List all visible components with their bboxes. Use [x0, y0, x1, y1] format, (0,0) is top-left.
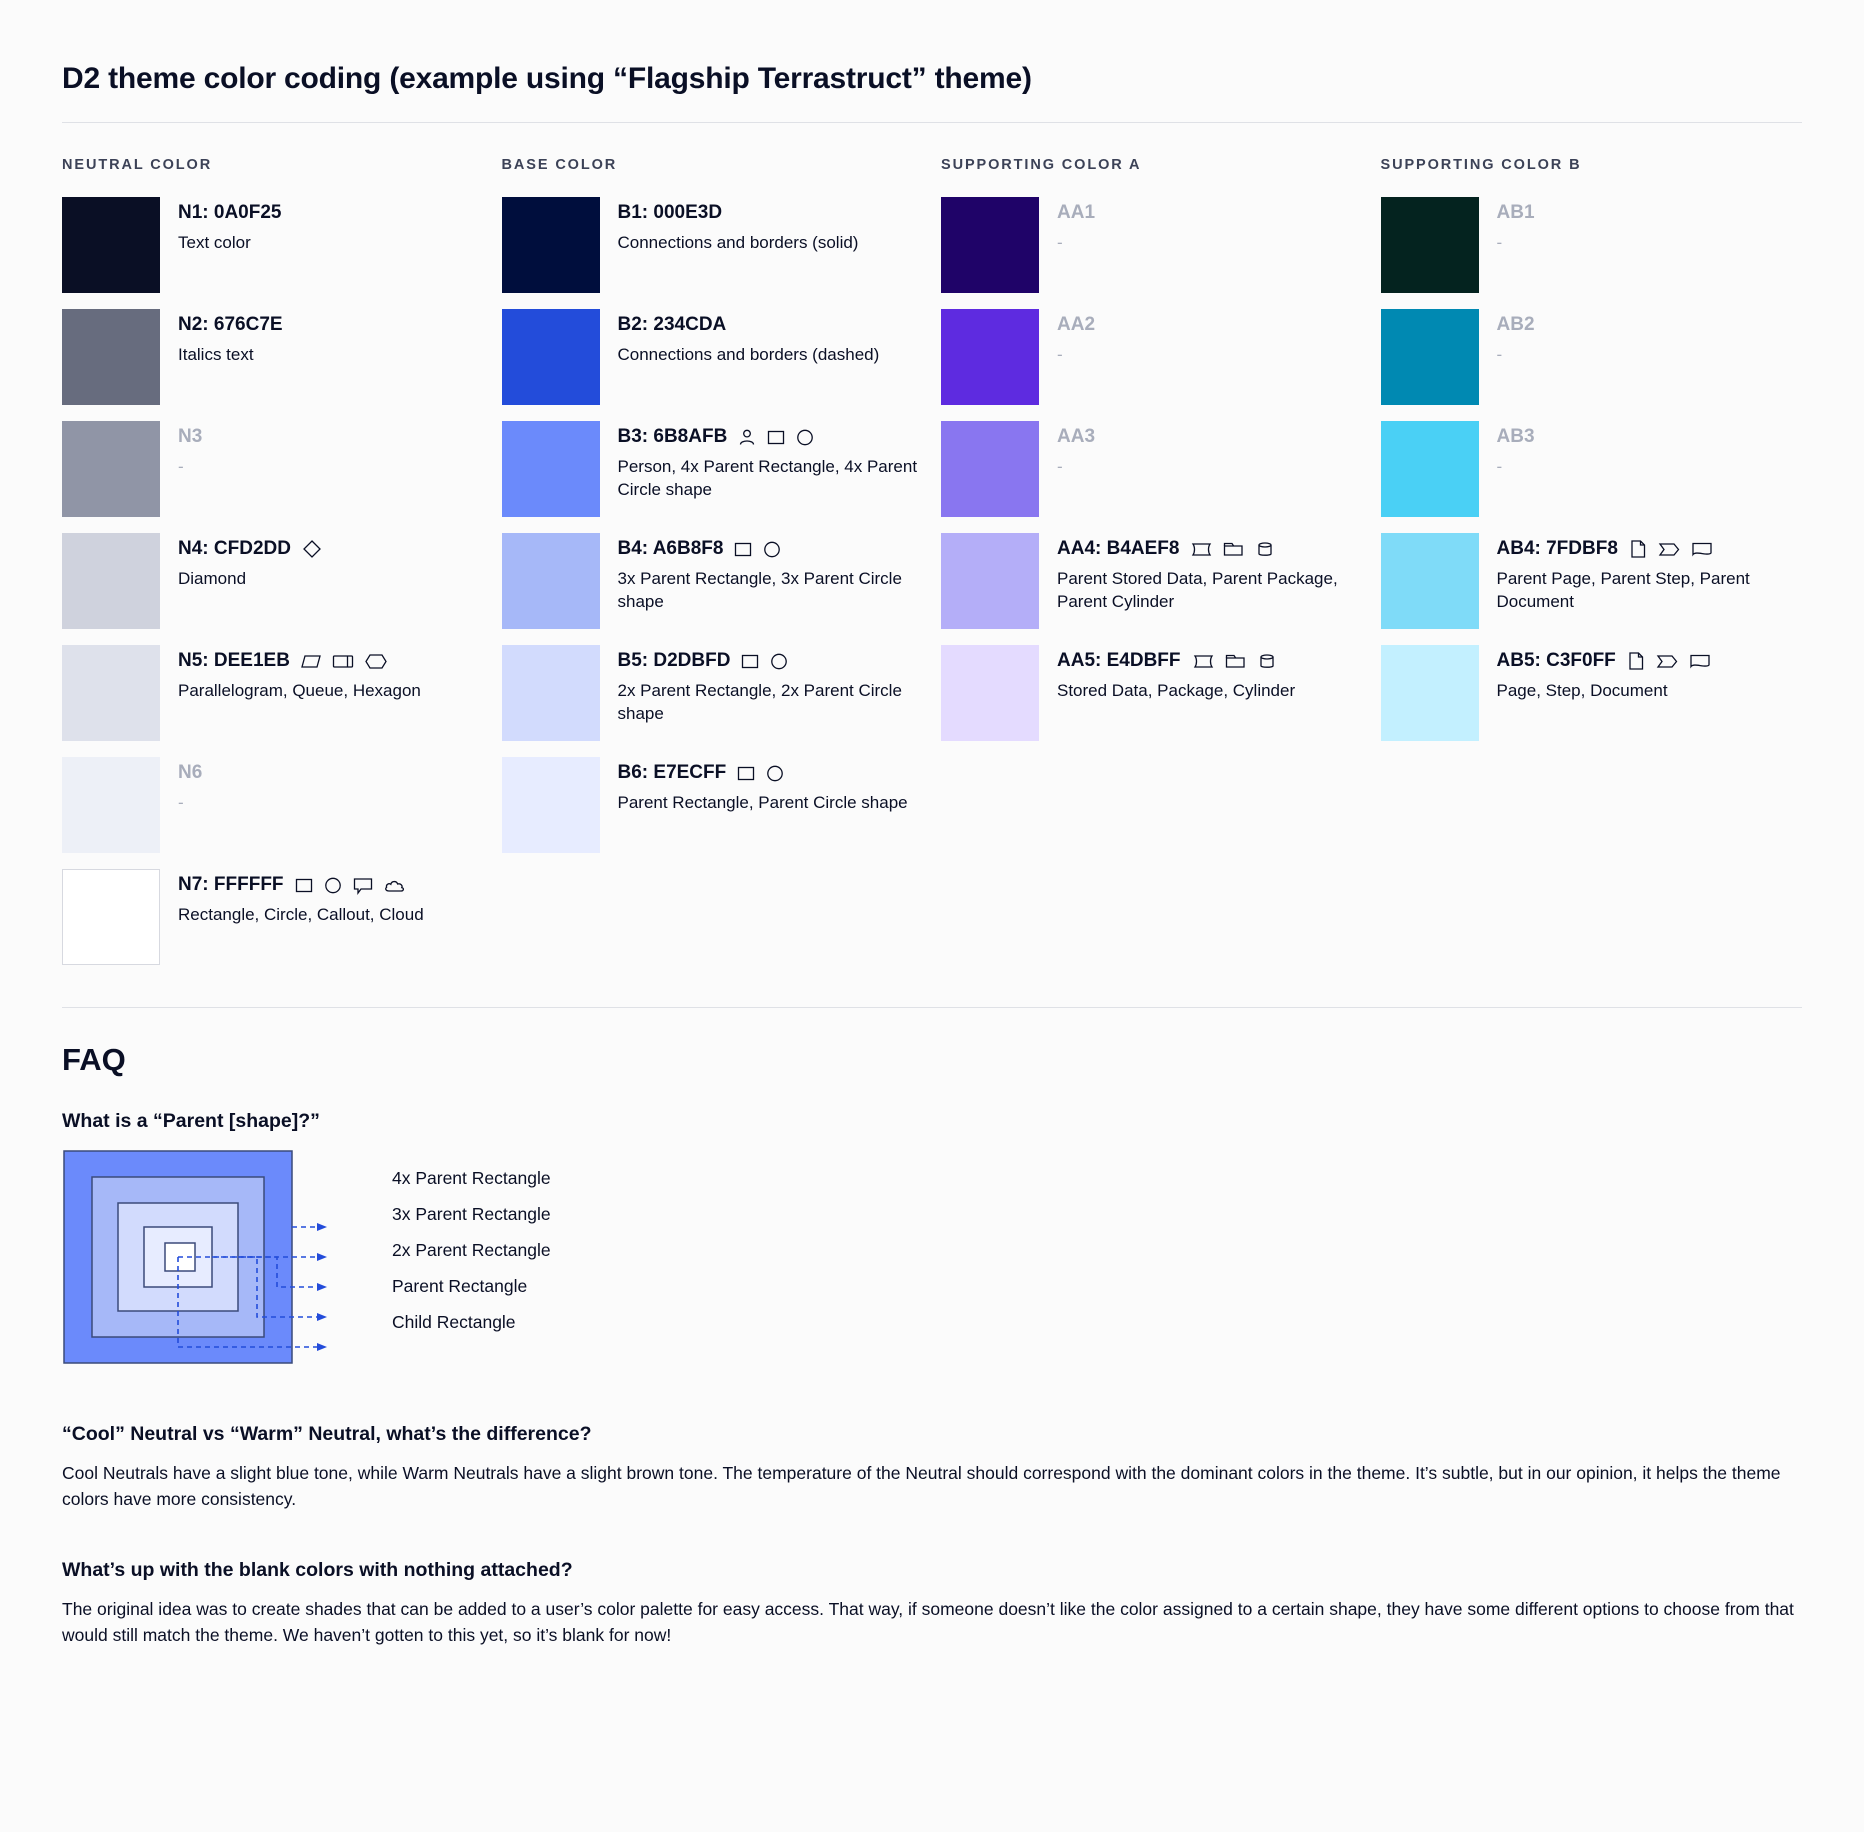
swatch-text — [178, 309, 283, 366]
swatch-code: B2: 234CDA — [617, 314, 727, 335]
shape-glyph-group — [733, 539, 782, 559]
document-icon — [1688, 651, 1712, 671]
swatch-code: B6: E7ECFF — [617, 762, 727, 783]
shape-glyph-group — [1191, 651, 1277, 671]
swatch-description: Parent Stored Data, Parent Package, Parent Cylinder — [1057, 569, 1338, 612]
swatch-label — [618, 762, 908, 784]
color-swatch-row — [62, 421, 484, 517]
faq-heading: FAQ — [62, 1042, 126, 1077]
swatch-code: AB4: 7FDBF8 — [1496, 538, 1618, 559]
color-swatch-row — [1381, 197, 1803, 293]
shape-glyph-group — [1189, 539, 1275, 559]
nested-rectangle-label: Child Rectangle — [392, 1312, 516, 1333]
swatch-label — [618, 426, 918, 448]
swatch-text — [1057, 197, 1095, 254]
swatch-label — [178, 762, 202, 784]
swatch-text — [1497, 421, 1535, 478]
swatch-description: Diamond — [178, 569, 247, 588]
color-swatch[interactable] — [502, 309, 600, 405]
color-swatch[interactable] — [1381, 309, 1479, 405]
swatch-text — [1497, 197, 1535, 254]
swatch-text — [1497, 533, 1797, 614]
swatch-description: - — [1496, 233, 1503, 252]
color-swatch-row — [502, 645, 924, 741]
color-swatch[interactable] — [62, 197, 160, 293]
swatch-label — [1497, 314, 1535, 336]
swatch-description: Connections and borders (dashed) — [617, 345, 880, 364]
nested-rectangle-label: 3x Parent Rectangle — [392, 1204, 551, 1225]
cylinder-icon — [1257, 651, 1277, 671]
swatch-description: Parent Page, Parent Step, Parent Document — [1496, 569, 1750, 612]
shape-glyph-group — [301, 538, 323, 560]
page-icon — [1626, 650, 1646, 672]
parent-shape-diagram — [62, 1147, 1802, 1377]
faq-question-1: What is a “Parent [shape]?” — [62, 1110, 320, 1132]
color-swatch[interactable] — [502, 533, 600, 629]
swatch-label — [178, 538, 323, 560]
swatch-description: Page, Step, Document — [1496, 681, 1668, 700]
swatch-text — [178, 197, 282, 254]
shape-glyph-group — [740, 651, 789, 671]
color-swatch[interactable] — [941, 645, 1039, 741]
swatch-text — [618, 197, 859, 254]
circle-icon — [795, 427, 815, 447]
swatch-label — [178, 314, 283, 336]
palette-column-heading: NEUTRAL COLOR — [62, 157, 213, 173]
swatch-code: AA1 — [1057, 202, 1096, 223]
swatch-description: - — [1057, 457, 1063, 476]
step-icon — [1657, 539, 1681, 559]
faq-answer-2: Cool Neutrals have a slight blue tone, while Warm Neutrals have a slight brown tone. The temperature of the Neutral should correspond with the dominant colors in the theme. It’s subtle, but in our opinion, it helps the theme colors have more consistency. — [62, 1463, 1781, 1510]
color-swatch-row — [1381, 645, 1803, 741]
color-swatch-row — [502, 421, 924, 517]
faq-question-2: “Cool” Neutral vs “Warm” Neutral, what’s the difference? — [62, 1423, 592, 1445]
color-swatch-row — [502, 533, 924, 629]
nested-rectangle-label: 4x Parent Rectangle — [392, 1168, 551, 1189]
palette-column — [502, 157, 924, 981]
swatch-label — [1497, 202, 1535, 224]
swatch-description: - — [1496, 345, 1503, 364]
swatch-label — [178, 874, 424, 896]
package-icon — [1222, 539, 1246, 559]
circle-icon — [769, 651, 789, 671]
nested-rectangle-labels — [392, 1161, 551, 1341]
swatch-description: 2x Parent Rectangle, 2x Parent Circle shape — [617, 681, 902, 724]
swatch-label — [1497, 650, 1712, 672]
color-swatch[interactable] — [62, 869, 160, 965]
swatch-label — [1057, 650, 1295, 672]
swatch-description: Parent Rectangle, Parent Circle shape — [617, 793, 908, 812]
person-icon — [737, 427, 757, 447]
shape-glyph-group — [737, 427, 815, 447]
swatch-code: B5: D2DBFD — [617, 650, 731, 671]
swatch-description: 3x Parent Rectangle, 3x Parent Circle shape — [617, 569, 902, 612]
diamond-icon — [301, 538, 323, 560]
cylinder-icon — [1255, 539, 1275, 559]
color-swatch[interactable] — [1381, 421, 1479, 517]
color-swatch[interactable] — [62, 533, 160, 629]
swatch-code: B4: A6B8F8 — [617, 538, 724, 559]
swatch-label — [178, 202, 282, 224]
swatch-code: N7: FFFFFF — [178, 874, 284, 895]
swatch-description: Stored Data, Package, Cylinder — [1057, 681, 1296, 700]
swatch-label — [1497, 426, 1535, 448]
color-swatch[interactable] — [502, 645, 600, 741]
color-swatch[interactable] — [62, 309, 160, 405]
page-title: D2 theme color coding (example using “Flagship Terrastruct” theme) — [62, 62, 1032, 95]
rectangle-icon — [294, 875, 314, 895]
rectangle-icon — [740, 651, 760, 671]
nested-rectangle-label: Parent Rectangle — [392, 1276, 528, 1297]
swatch-text — [618, 757, 908, 814]
color-swatch-row — [941, 197, 1363, 293]
color-palette-grid — [62, 123, 1802, 981]
swatch-code: AB2 — [1496, 314, 1535, 335]
color-swatch-row — [502, 197, 924, 293]
color-swatch-row — [941, 421, 1363, 517]
color-swatch-row — [502, 309, 924, 405]
color-swatch[interactable] — [941, 309, 1039, 405]
faq-answer-3: The original idea was to create shades that can be added to a user’s color palette for easy access. That way, if someone doesn’t like the color assigned to a certain shape, they have some different options to choose from that would still match the theme. We haven’t gotten to this yet, so it’s blank for now! — [62, 1598, 1794, 1645]
swatch-code: N1: 0A0F25 — [178, 202, 282, 223]
step-icon — [1655, 651, 1679, 671]
color-swatch-row — [62, 533, 484, 629]
color-swatch-row — [1381, 309, 1803, 405]
swatch-code: AB1 — [1496, 202, 1535, 223]
palette-column — [941, 157, 1363, 981]
swatch-text — [618, 309, 880, 366]
shape-glyph-group — [1628, 538, 1714, 560]
swatch-code: N3 — [178, 426, 203, 447]
palette-column — [1381, 157, 1803, 981]
stored-data-icon — [1189, 539, 1213, 559]
color-swatch-row — [502, 757, 924, 853]
color-swatch[interactable] — [1381, 645, 1479, 741]
swatch-text — [1497, 309, 1535, 366]
color-swatch-row — [1381, 533, 1803, 629]
page-icon — [1628, 538, 1648, 560]
circle-icon — [323, 875, 343, 895]
swatch-code: AA4: B4AEF8 — [1057, 538, 1180, 559]
swatch-text — [1057, 309, 1095, 366]
package-icon — [1224, 651, 1248, 671]
hexagon-icon — [364, 651, 388, 671]
swatch-label — [1057, 538, 1357, 560]
rectangle-icon — [766, 427, 786, 447]
circle-icon — [765, 763, 785, 783]
color-swatch-row — [62, 757, 484, 853]
color-swatch-row — [941, 533, 1363, 629]
swatch-code: AA3 — [1057, 426, 1096, 447]
shape-glyph-group — [1626, 650, 1712, 672]
nested-rectangle-label: 2x Parent Rectangle — [392, 1240, 551, 1261]
queue-icon — [331, 651, 355, 671]
color-swatch-row — [941, 645, 1363, 741]
swatch-text — [1497, 645, 1712, 702]
color-swatch[interactable] — [502, 757, 600, 853]
color-swatch[interactable] — [941, 421, 1039, 517]
swatch-text — [1057, 533, 1357, 614]
swatch-label — [618, 314, 880, 336]
swatch-code: N6 — [178, 762, 203, 783]
color-swatch[interactable] — [941, 533, 1039, 629]
cloud-icon — [383, 875, 407, 895]
color-swatch-row — [62, 869, 484, 965]
swatch-text — [178, 645, 421, 702]
swatch-description: Parallelogram, Queue, Hexagon — [178, 681, 421, 700]
swatch-label — [618, 538, 918, 560]
document-icon — [1690, 539, 1714, 559]
swatch-description: Italics text — [178, 345, 254, 364]
swatch-description: - — [178, 793, 184, 812]
swatch-description: - — [1496, 457, 1503, 476]
color-swatch[interactable] — [502, 197, 600, 293]
palette-column-heading: SUPPORTING COLOR A — [941, 157, 1142, 173]
swatch-code: AB3 — [1496, 426, 1535, 447]
shape-glyph-group — [736, 763, 785, 783]
color-swatch[interactable] — [62, 757, 160, 853]
color-swatch-row — [62, 197, 484, 293]
swatch-label — [1057, 314, 1095, 336]
color-swatch-row — [62, 645, 484, 741]
color-swatch[interactable] — [62, 421, 160, 517]
swatch-code: B1: 000E3D — [617, 202, 723, 223]
swatch-description: Person, 4x Parent Rectangle, 4x Parent Circle shape — [617, 457, 918, 500]
swatch-text — [178, 421, 202, 478]
rectangle-icon — [733, 539, 753, 559]
shape-glyph-group — [300, 651, 388, 671]
swatch-label — [1057, 202, 1095, 224]
swatch-code: AA2 — [1057, 314, 1096, 335]
swatch-description: Text color — [178, 233, 251, 252]
swatch-code: B3: 6B8AFB — [617, 426, 728, 447]
swatch-code: AB5: C3F0FF — [1496, 650, 1616, 671]
swatch-code: N2: 676C7E — [178, 314, 283, 335]
callout-icon — [352, 875, 374, 895]
swatch-label — [618, 650, 918, 672]
faq-divider — [62, 1007, 1802, 1008]
color-swatch[interactable] — [1381, 533, 1479, 629]
swatch-label — [1057, 426, 1095, 448]
color-swatch-row — [62, 309, 484, 405]
shape-glyph-group — [294, 875, 407, 895]
color-swatch[interactable] — [941, 197, 1039, 293]
swatch-label — [1497, 538, 1797, 560]
swatch-text — [1057, 645, 1295, 702]
color-swatch[interactable] — [62, 645, 160, 741]
swatch-text — [618, 645, 918, 726]
color-swatch[interactable] — [502, 421, 600, 517]
swatch-description: - — [1057, 233, 1063, 252]
swatch-text — [1057, 421, 1095, 478]
stored-data-icon — [1191, 651, 1215, 671]
swatch-description: - — [178, 457, 184, 476]
swatch-description: - — [1057, 345, 1063, 364]
faq-section — [62, 1042, 1802, 1648]
palette-column-heading: SUPPORTING COLOR B — [1380, 157, 1582, 173]
swatch-text — [178, 533, 323, 590]
color-swatch-row — [941, 309, 1363, 405]
swatch-text — [178, 869, 424, 926]
parallelogram-icon — [300, 651, 322, 671]
swatch-text — [618, 421, 918, 502]
swatch-code: N5: DEE1EB — [178, 650, 290, 671]
swatch-label — [618, 202, 859, 224]
rectangle-icon — [736, 763, 756, 783]
color-swatch-row — [1381, 421, 1803, 517]
palette-column — [62, 157, 484, 981]
swatch-description: Rectangle, Circle, Callout, Cloud — [178, 905, 424, 924]
color-swatch[interactable] — [1381, 197, 1479, 293]
swatch-code: AA5: E4DBFF — [1057, 650, 1181, 671]
swatch-description: Connections and borders (solid) — [617, 233, 859, 252]
circle-icon — [762, 539, 782, 559]
faq-question-3: What’s up with the blank colors with nothing attached? — [62, 1558, 573, 1581]
swatch-label — [178, 426, 202, 448]
swatch-label — [178, 650, 421, 672]
swatch-text — [618, 533, 918, 614]
swatch-code: N4: CFD2DD — [178, 538, 291, 559]
swatch-text — [178, 757, 202, 814]
palette-column-heading: BASE COLOR — [501, 157, 618, 173]
